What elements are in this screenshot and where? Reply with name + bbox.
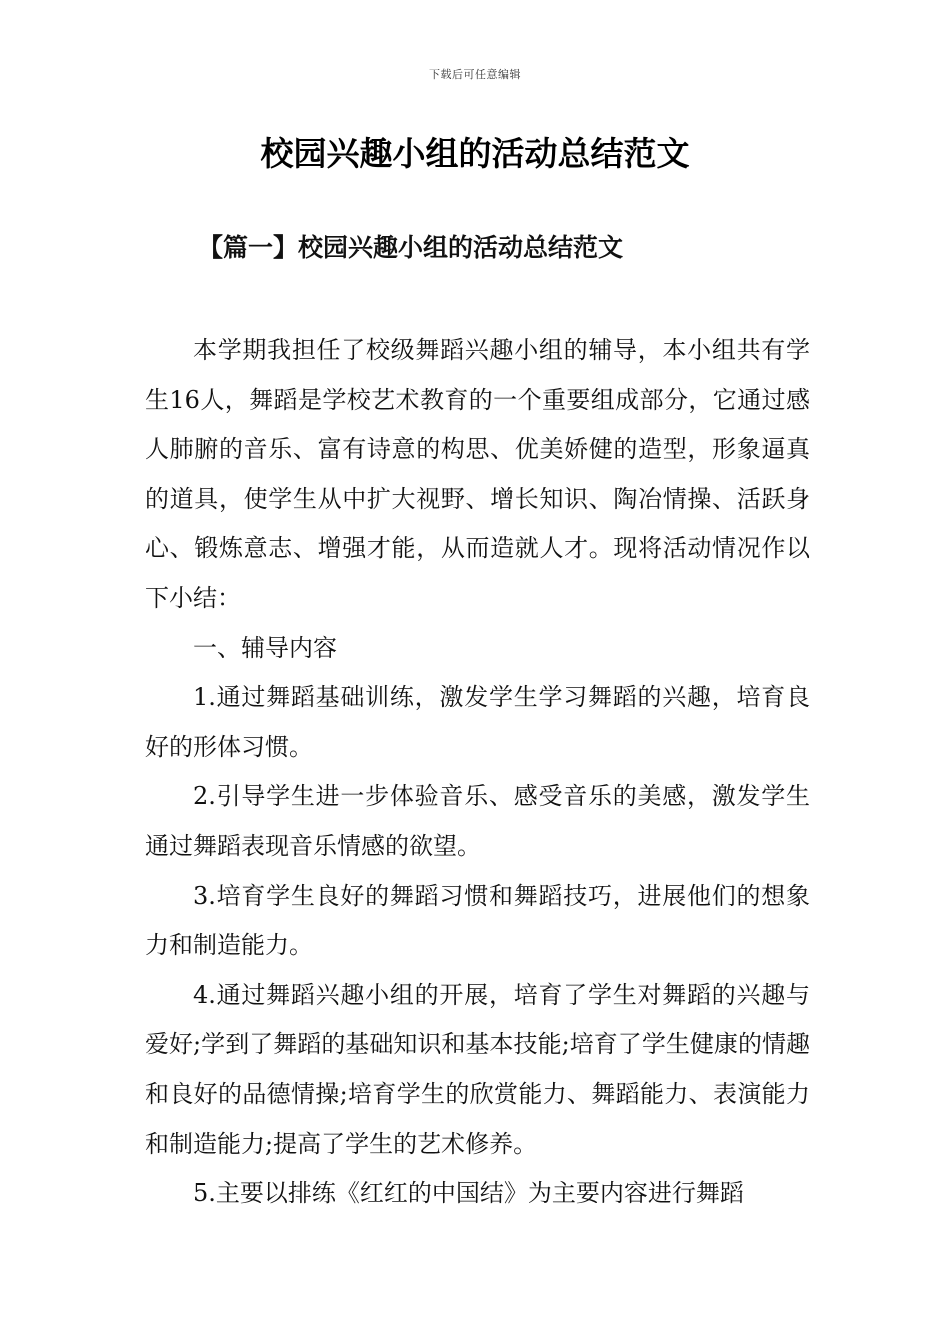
paragraph-item-4: 4.通过舞蹈兴趣小组的开展，培育了学生对舞蹈的兴趣与爱好;学到了舞蹈的基础知识和基本技能;培育了学生健康的情趣和良好的品德情操;培育学生的欣赏能力、舞蹈能力、表演能力和制造能力;提高了学生的艺术修养。 xyxy=(145,980,810,1158)
document-title: 校园兴趣小组的活动总结范文 xyxy=(260,134,690,173)
paragraph-intro: 本学期我担任了校级舞蹈兴趣小组的辅导，本小组共有学生16人，舞蹈是学校艺术教育的一个重要组成部分，它通过感人肺腑的音乐、富有诗意的构思、优美娇健的造型，形象逼真的道具，使学生从中扩大视野、增长知识、陶冶情操、活跃身心、锻炼意志、增强才能，从而造就人才。现将活动情况作以下小结： xyxy=(145,336,810,612)
paragraph-item-5: 5.主要以排练《红红的中国结》为主要内容进行舞蹈 xyxy=(193,1179,744,1208)
paragraph-item-2: 2.引导学生进一步体验音乐、感受音乐的美感，激发学生通过舞蹈表现音乐情感的欲望。 xyxy=(145,782,810,860)
header-note: 下载后可任意编辑 xyxy=(429,68,521,81)
paragraph-item-1: 1.通过舞蹈基础训练，激发学生学习舞蹈的兴趣，培育良好的形体习惯。 xyxy=(145,683,810,761)
paragraph-section-title: 一、辅导内容 xyxy=(193,633,337,662)
document-body xyxy=(145,326,810,1219)
paragraph-item-3: 3.培育学生良好的舞蹈习惯和舞蹈技巧，进展他们的想象力和制造能力。 xyxy=(145,881,810,960)
section-heading: 【篇一】校园兴趣小组的活动总结范文 xyxy=(198,233,624,262)
